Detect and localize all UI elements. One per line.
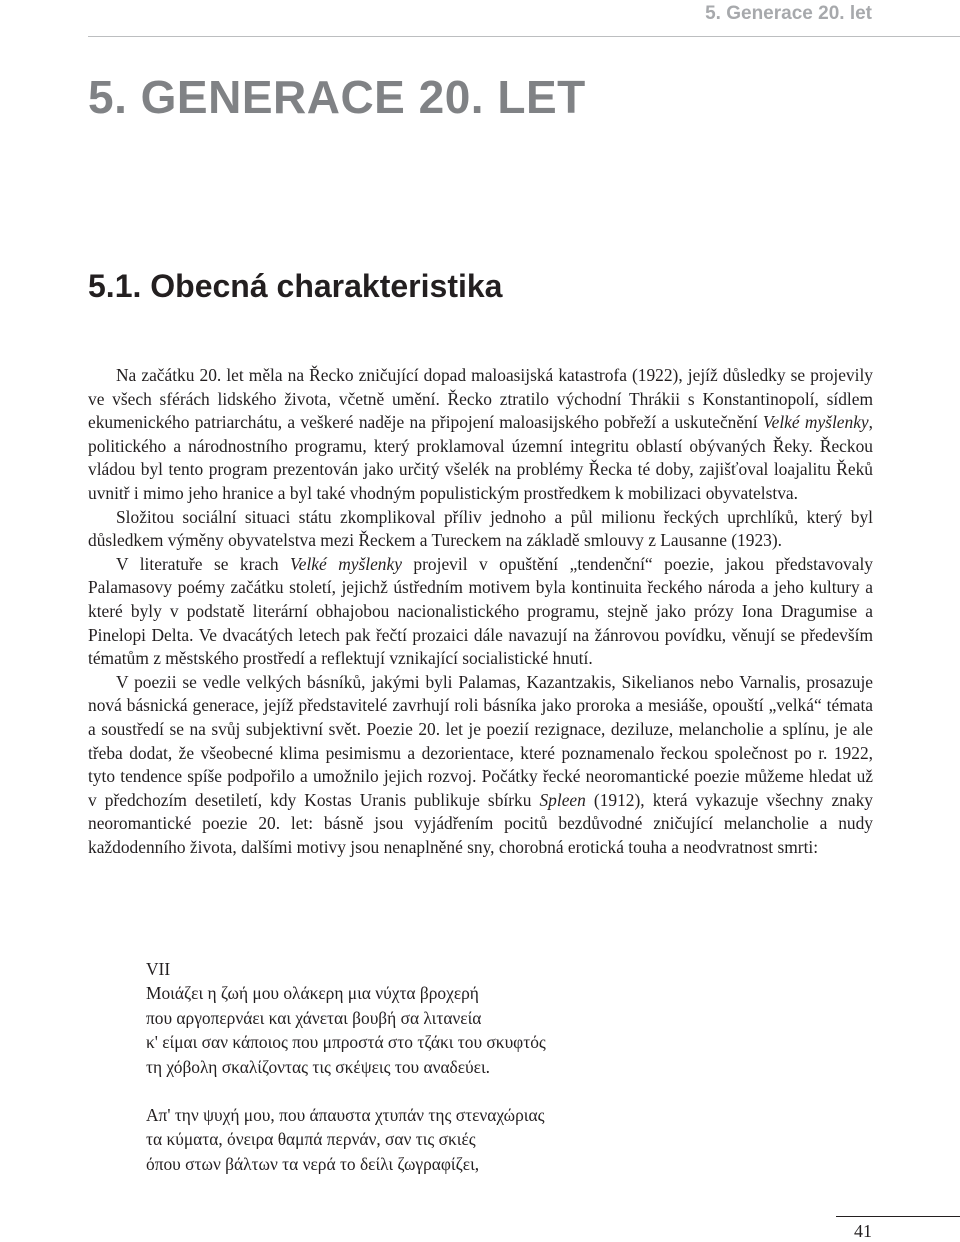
paragraph-1-emphasis: Velké myšlenky	[762, 412, 869, 433]
paragraph-3	[88, 553, 873, 671]
paragraph-4-text-b: (1912), která vykazuje všechny znaky neoromantické poezie 20. let: básně jsou vyjádřením pocitů bezdůvodné zničující melancholie a nudy každodenního života, dalšími motivy jsou nenaplněné sny, chorobná erotická touha a neodvratnost smrti:	[88, 789, 873, 857]
paragraph-3-text-b: projevil v opuštění „tendenční“ poezie, jakou představovaly Palamasovy poémy začátku století, jejichž ústředním motivem byla kontinuita řeckého národa a jeho kultury a které byly v podstatě literární obhajobou nacionalistického programu, stejně jako prózy Iona Dragumise a Pinelopi Delta. Ve dvacátých letech pak řečtí prozaici dále navazují na žánrovou povídku, věnují se především tématům z městského prostředí a reflektují vznikající socialistické hnutí.	[88, 553, 873, 669]
poem-number: VII	[146, 959, 171, 979]
poem-line: τα κύματα, όνειρα θαμπά περνάν, σαν τις σκιές	[146, 1129, 476, 1150]
poem-line: Μοιάζει η ζωή μου ολάκερη μια νύχτα βροχερή	[146, 983, 479, 1004]
poem-line: Απ' την ψυχή μου, που άπαυστα χτυπάν της στεναχώριας	[146, 1105, 545, 1126]
paragraph-4-emphasis: Spleen	[539, 789, 586, 810]
paragraph-1	[88, 364, 873, 506]
paragraph-4-text-a: V poezii se vedle velkých básníků, jakými byli Palamas, Kazantzakis, Sikelianos nebo Varnalis, prosazuje nová básnická generace, jejíž představitelé zavrhují roli básníka jako proroka a mesiáše, opouští „velká“ témata a soustředí se na svůj subjektivní svět. Poezie 20. let je poezií rezignace, deziluze, melancholie a splínu, je ale třeba dodat, že všeobecné klima pesimismu a dezorientace, které poznamenalo řeckou společnost po r. 1922, tyto tendence spíše podpořilo a umožnilo jejich rozvoj. Počátky řecké neoromantické poezie můžeme hledat už v předchozím desetiletí, kdy Kostas Uranis publikuje sbírku	[88, 671, 873, 810]
poem-stanza-2	[146, 1103, 546, 1176]
paragraph-1-text-b: , politického a národnostního programu, který proklamoval územní integritu oblastí obývaných Řeky. Řeckou vládou byl tento program prezentován jako určitý všelék na problémy Řecka té doby, zajišťoval loajalitu Řeků uvnitř i mimo jeho hranice a byl také vhodným populistickým prostředkem k mobilizaci obyvatelstva.	[88, 412, 873, 503]
chapter-title: 5. GENERACE 20. LET	[88, 71, 586, 123]
poem-line: τη χόβολη σκαλίζοντας τις σκέψεις του αναδεύει.	[146, 1056, 490, 1077]
poem-quote	[146, 957, 546, 1200]
paragraph-3-text-a: V literatuře se krach	[116, 553, 291, 574]
poem-line: όπου στων βάλτων τα νερά το δείλι ζωγραφίζει,	[146, 1153, 480, 1174]
page-number: 41	[854, 1221, 872, 1241]
poem-line: κ' είμαι σαν κάποιος που μπροστά στο τζάκι του σκυφτός	[146, 1032, 546, 1053]
paragraph-2: Složitou sociální situaci státu zkomplikoval příliv jednoho a půl milionu řeckých uprchlíků, který byl důsledkem výměny obyvatelstva mezi Řeckem a Tureckem na základě smlouvy z Lausanne (1923).	[88, 506, 873, 551]
paragraph-1-text-a: Na začátku 20. let měla na Řecko zničující dopad maloasijská katastrofa (1922), jejíž důsledky se projevily ve všech sférách lidského života, včetně umění. Řecko ztratilo východní Thrákii s Konstantinopolí, sídlem ekumenického patriarchátu, a veškeré naděje na připojení maloasijského pobřeží a uskutečnění	[88, 365, 873, 433]
paragraph-4	[88, 671, 873, 860]
body-text	[88, 364, 873, 859]
footer-rule	[836, 1216, 960, 1217]
paragraph-3-emphasis: Velké myšlenky	[290, 553, 402, 574]
poem-stanza-1	[146, 957, 546, 1079]
header-rule	[88, 36, 960, 37]
section-title: 5.1. Obecná charakteristika	[88, 268, 503, 304]
running-header: 5. Generace 20. let	[705, 3, 872, 24]
poem-line: που αργοπερνάει και χάνεται βουβή σα λιτανεία	[146, 1007, 482, 1028]
